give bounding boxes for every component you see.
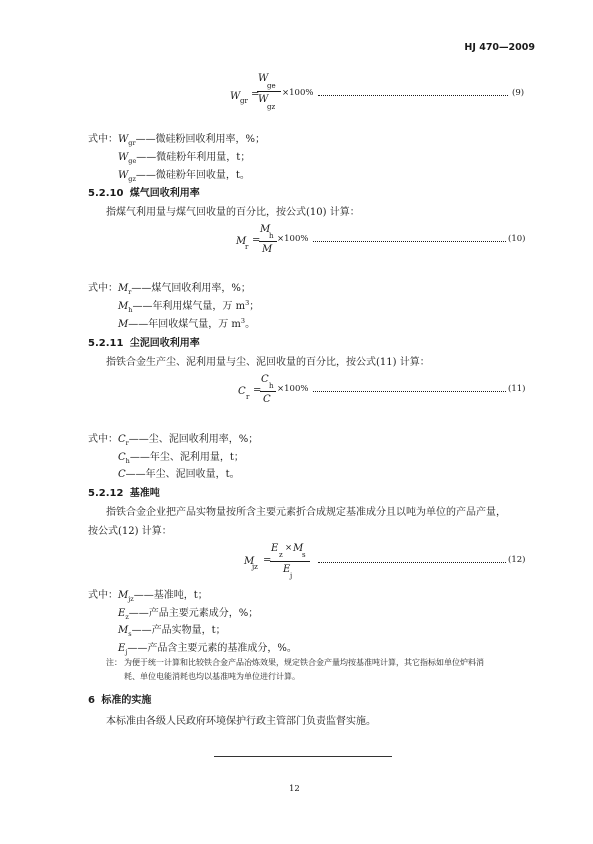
formula-lhs: W <box>230 91 241 102</box>
document-code: HJ 470—2009 <box>464 42 535 53</box>
section-text: 本标准由各级人民政府环境保护行政主管部门负责监督实施。 <box>106 716 376 727</box>
formula-denominator: C <box>263 394 271 405</box>
formula-denominator-sub: gz <box>267 103 276 111</box>
where-prefix: 式中： <box>88 283 118 294</box>
note-prefix: 注： <box>106 658 122 667</box>
fraction-bar <box>257 91 281 92</box>
leader-dots <box>313 391 506 392</box>
section-heading: 6 标准的实施 <box>88 695 152 706</box>
leader-dots <box>318 562 506 563</box>
where-item: $W_{gz}——$微硅粉年回收量，t。 <box>118 170 250 183</box>
fraction-bar <box>260 391 276 392</box>
formula-equals: = <box>251 89 260 100</box>
formula-number: (10) <box>508 234 526 244</box>
where-item: $W_{gr}——$微硅粉回收利用率，%； <box>118 134 266 147</box>
formula-denominator: M <box>262 244 273 255</box>
where-item: M——年回收煤气量，万 $m^3$。 <box>118 317 256 330</box>
where-prefix: 式中： <box>88 434 118 445</box>
fraction-bar <box>270 561 310 562</box>
formula-numerator-a: E <box>271 543 279 554</box>
where-prefix: 式中： <box>88 134 118 145</box>
where-prefix: 式中： <box>88 590 118 601</box>
formula-times: ×100% <box>277 384 309 394</box>
section-text: 指煤气利用量与煤气回收量的百分比，按公式(10) 计算： <box>106 207 360 218</box>
where-item: $C_h——$年尘、泥利用量，t； <box>118 452 244 465</box>
where-item: $E_j——$产品含主要元素的基准成分，%。 <box>118 643 297 656</box>
formula-numerator: C <box>261 374 269 385</box>
where-item: $C_r——$尘、泥回收利用率，%； <box>118 434 259 447</box>
formula-lhs: M <box>244 556 255 567</box>
formula-times: ×100% <box>277 234 309 244</box>
where-item: $W_{ge}——$微硅粉年利用量，t； <box>118 152 251 165</box>
formula-lhs-sub: r <box>245 243 249 251</box>
section-text: 指铁合金生产尘、泥利用量与尘、泥回收量的百分比，按公式(11) 计算： <box>106 357 430 368</box>
formula-number: (12) <box>508 555 526 565</box>
where-item: $M_{jz}——$基准吨，t； <box>118 590 208 603</box>
formula-equals: = <box>263 555 272 566</box>
leader-dots <box>318 95 508 96</box>
formula-lhs: M <box>236 236 247 247</box>
formula-numerator-b-sub: s <box>302 551 306 559</box>
formula-numerator-a-sub: z <box>279 551 283 559</box>
formula-number: (11) <box>508 384 526 394</box>
where-item: $M_s——$产品实物量，t； <box>118 625 226 638</box>
formula-denominator-sub: j <box>290 572 293 580</box>
fraction-bar <box>259 241 277 242</box>
formula-numerator: M <box>260 224 271 235</box>
formula-lhs-sub: jz <box>252 563 258 571</box>
formula-numerator-sub: ge <box>267 82 276 90</box>
where-item: $E_z——$产品主要元素成分，%； <box>118 608 259 621</box>
section-heading: 5.2.11 尘泥回收利用率 <box>88 338 200 349</box>
section-text: 指铁合金企业把产品实物量按所含主要元素折合成规定基准成分且以吨为单位的产品产量， <box>106 507 506 518</box>
formula-numerator-times: × <box>285 543 293 553</box>
formula-times: ×100% <box>282 88 314 98</box>
formula-numerator-b: M <box>293 543 304 554</box>
formula-lhs-sub: r <box>246 393 250 401</box>
formula-equals: = <box>253 385 262 396</box>
leader-dots <box>313 241 506 242</box>
note-line: 为便于统一计算和比较铁合金产品冶炼效果，规定铁合金产量均按基准吨计算，其它指标如单位炉料消 <box>124 658 484 667</box>
note-line: 耗、单位电能消耗也均以基准吨为单位进行计算。 <box>124 672 300 681</box>
formula-numerator-sub: h <box>269 232 274 240</box>
formula-number: (9) <box>512 88 525 98</box>
formula-lhs-sub: gr <box>240 97 248 105</box>
formula-numerator: W <box>258 73 269 84</box>
formula-denominator: W <box>258 94 269 105</box>
section-heading: 5.2.12 基准吨 <box>88 488 160 499</box>
where-item: $M_h——$年利用煤气量，万 $m^3$； <box>118 299 260 314</box>
end-rule <box>214 756 392 757</box>
where-item: $M_r——$煤气回收利用率，%； <box>118 283 251 296</box>
section-heading: 5.2.10 煤气回收利用率 <box>88 188 200 199</box>
page-number: 12 <box>289 784 300 794</box>
formula-numerator-sub: h <box>269 382 274 390</box>
formula-lhs: C <box>238 386 246 397</box>
formula-equals: = <box>252 235 261 246</box>
section-text: 按公式(12) 计算： <box>88 526 172 537</box>
formula-denominator: E <box>283 564 291 575</box>
where-item: C——年尘、泥回收量，t。 <box>118 469 240 480</box>
